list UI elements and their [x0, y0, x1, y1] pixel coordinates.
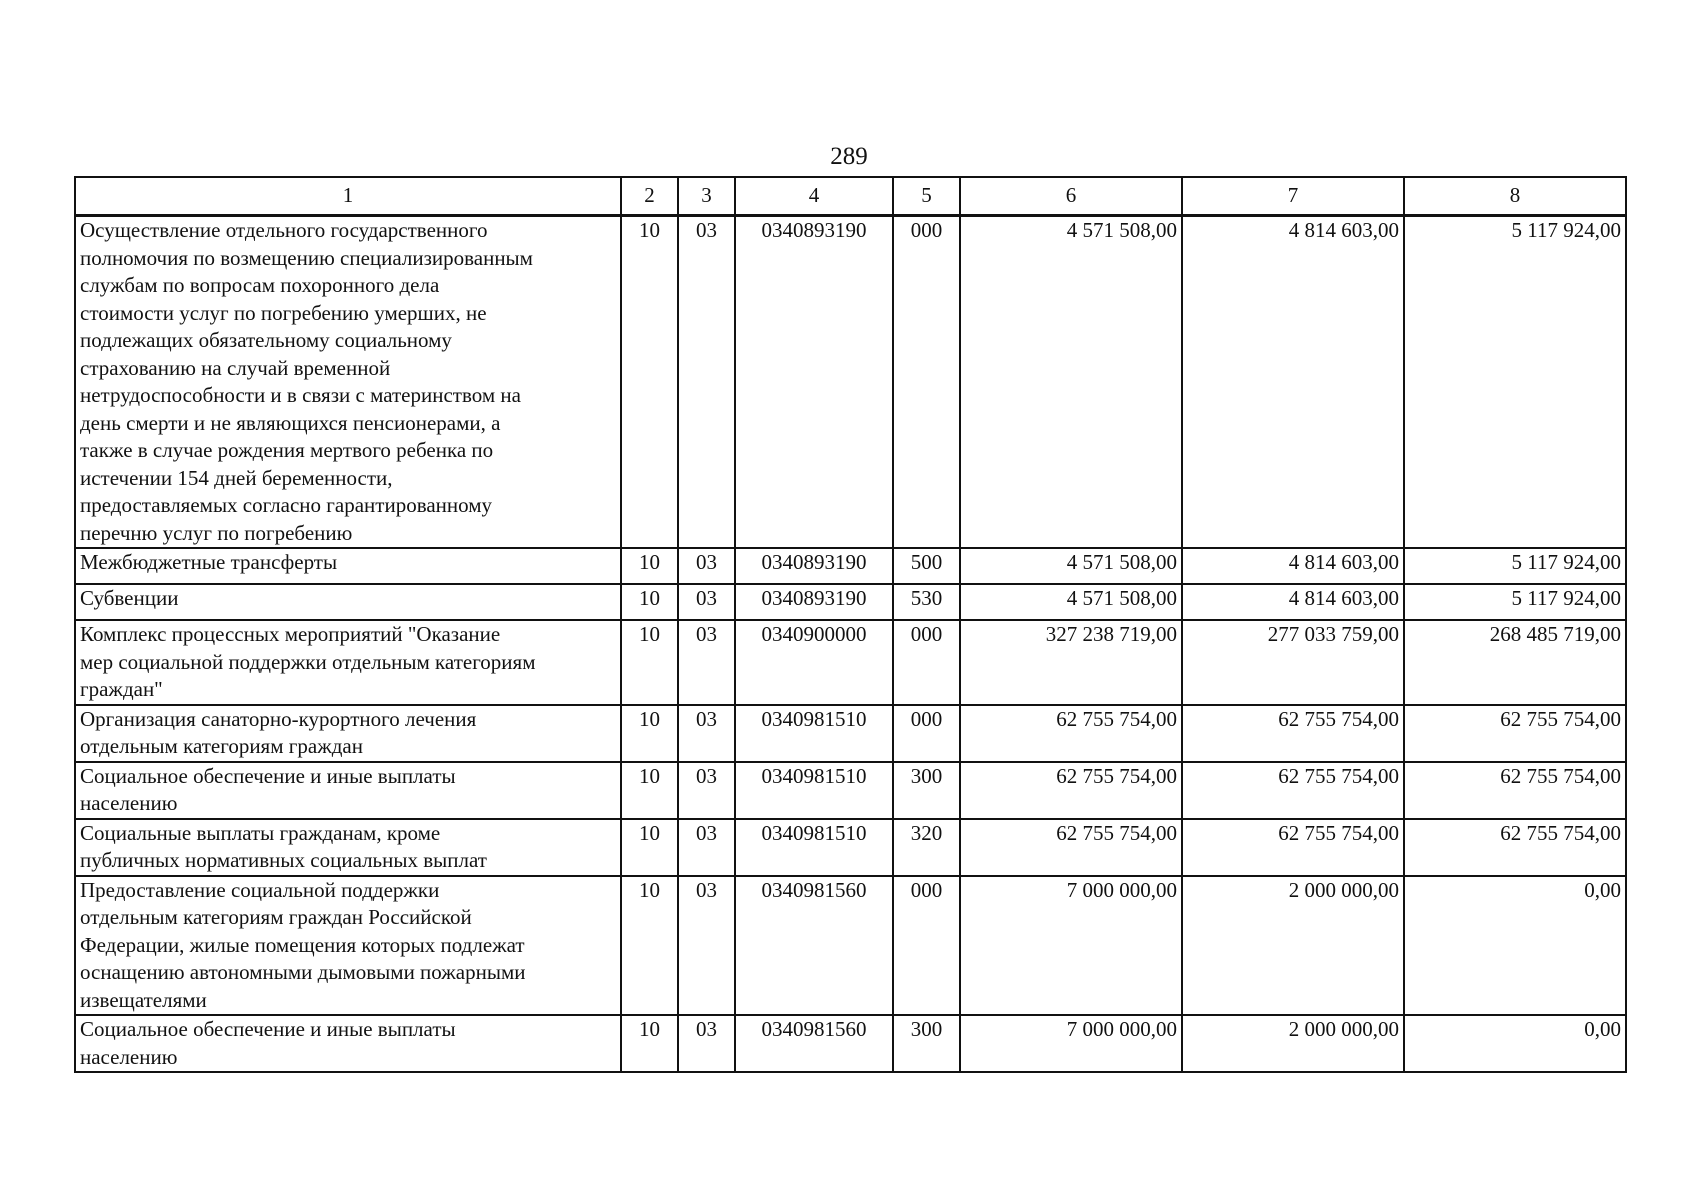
row-name-line: отдельным категориям граждан [80, 734, 363, 758]
row-code-cell-c3: 03 [678, 876, 735, 1016]
row-amount-cell-c8: 62 755 754,00 [1404, 819, 1626, 876]
row-code-cell-c2: 10 [621, 819, 678, 876]
row-code-cell-c4: 0340981510 [735, 819, 893, 876]
row-name-line: Социальное обеспечение и иные выплаты [80, 763, 456, 788]
row-code-cell-c5: 000 [893, 620, 960, 705]
table-row [75, 819, 1626, 876]
table-row [75, 548, 1626, 584]
row-amount-cell-c6: 4 571 508,00 [960, 216, 1182, 549]
row-code-cell-c2: 10 [621, 584, 678, 620]
row-code-cell-c5: 500 [893, 548, 960, 584]
row-name-line: публичных нормативных социальных выплат [80, 848, 487, 872]
table-row [75, 620, 1626, 705]
row-code-cell-c4: 0340981560 [735, 1015, 893, 1072]
row-code-cell-c4: 0340893190 [735, 584, 893, 620]
row-amount-cell-c8: 62 755 754,00 [1404, 762, 1626, 819]
row-name-line: Осуществление отдельного государственного [80, 218, 488, 242]
row-code-cell-c3: 03 [678, 762, 735, 819]
row-name-line: оснащению автономными дымовыми пожарными [80, 960, 526, 984]
column-header-1: 1 [75, 177, 621, 216]
row-amount-cell-c8: 268 485 719,00 [1404, 620, 1626, 705]
row-amount-cell-c8: 5 117 924,00 [1404, 584, 1626, 620]
row-name-line: стоимости услуг по погребению умерших, не [80, 300, 487, 325]
table-row [75, 705, 1626, 762]
row-amount-cell-c6: 4 571 508,00 [960, 548, 1182, 584]
row-code-cell-c2: 10 [621, 705, 678, 762]
table-header-row [75, 177, 1626, 216]
row-amount-cell-c6: 327 238 719,00 [960, 620, 1182, 705]
row-code-cell-c5: 530 [893, 584, 960, 620]
row-amount-cell-c8: 5 117 924,00 [1404, 216, 1626, 549]
budget-table [74, 176, 1627, 1073]
row-name-line: службам по вопросам похоронного дела [80, 273, 440, 297]
row-amount-cell-c8: 0,00 [1404, 1015, 1626, 1072]
row-code-cell-c4: 0340900000 [735, 620, 893, 705]
table-body [75, 216, 1626, 1073]
row-code-cell-c2: 10 [621, 762, 678, 819]
column-header-3: 3 [678, 177, 735, 216]
row-amount-cell-c7: 2 000 000,00 [1182, 876, 1404, 1016]
row-code-cell-c2: 10 [621, 216, 678, 549]
row-name-cell [75, 705, 621, 762]
row-name-line: Социальные выплаты гражданам, кроме [80, 820, 441, 845]
row-code-cell-c3: 03 [678, 705, 735, 762]
row-code-cell-c4: 0340981510 [735, 762, 893, 819]
row-name-line: Социальное обеспечение и иные выплаты [80, 1017, 456, 1041]
row-amount-cell-c7: 277 033 759,00 [1182, 620, 1404, 705]
row-name-line: отдельным категориям граждан Российской [80, 905, 472, 929]
row-name-line: истечении 154 дней беременности, [80, 465, 393, 490]
page-number: 289 [830, 143, 868, 170]
row-name-cell [75, 1015, 621, 1072]
row-amount-cell-c8: 62 755 754,00 [1404, 705, 1626, 762]
row-code-cell-c2: 10 [621, 1015, 678, 1072]
row-amount-cell-c8: 5 117 924,00 [1404, 548, 1626, 584]
row-name-cell [75, 548, 621, 584]
row-amount-cell-c7: 62 755 754,00 [1182, 762, 1404, 819]
row-code-cell-c2: 10 [621, 548, 678, 584]
row-name-cell [75, 762, 621, 819]
row-code-cell-c5: 300 [893, 762, 960, 819]
row-name-line: Субвенции [80, 586, 179, 610]
row-name-line: предоставляемых согласно гарантированному [80, 493, 493, 517]
row-code-cell-c2: 10 [621, 876, 678, 1016]
column-header-7: 7 [1182, 177, 1404, 216]
row-amount-cell-c7: 62 755 754,00 [1182, 705, 1404, 762]
row-name-line: полномочия по возмещению специализированным [80, 245, 533, 270]
row-name-cell [75, 620, 621, 705]
row-code-cell-c4: 0340893190 [735, 548, 893, 584]
row-name-line: населению [80, 1044, 178, 1069]
row-name-line: мер социальной поддержки отдельным категориям [80, 649, 536, 674]
row-amount-cell-c7: 4 814 603,00 [1182, 548, 1404, 584]
row-name-line: Предоставление социальной поддержки [80, 877, 440, 902]
row-amount-cell-c6: 7 000 000,00 [960, 1015, 1182, 1072]
row-code-cell-c4: 0340981510 [735, 705, 893, 762]
row-name-cell [75, 819, 621, 876]
row-code-cell-c5: 000 [893, 705, 960, 762]
row-code-cell-c3: 03 [678, 620, 735, 705]
column-header-6: 6 [960, 177, 1182, 216]
row-name-line: Межбюджетные трансферты [80, 550, 338, 574]
row-name-line: нетрудоспособности и в связи с материнством на [80, 383, 521, 407]
row-code-cell-c3: 03 [678, 584, 735, 620]
row-name-line: извещателями [80, 987, 207, 1012]
column-header-8: 8 [1404, 177, 1626, 216]
row-name-line: страхованию на случай временной [80, 355, 391, 380]
row-name-line: перечню услуг по погребению [80, 520, 353, 545]
row-name-line: также в случае рождения мертвого ребенка по [80, 438, 494, 462]
row-amount-cell-c6: 62 755 754,00 [960, 819, 1182, 876]
row-code-cell-c3: 03 [678, 548, 735, 584]
row-amount-cell-c7: 4 814 603,00 [1182, 216, 1404, 549]
row-name-line: населению [80, 791, 178, 815]
row-code-cell-c5: 000 [893, 876, 960, 1016]
table-row [75, 1015, 1626, 1072]
row-amount-cell-c6: 7 000 000,00 [960, 876, 1182, 1016]
row-amount-cell-c7: 4 814 603,00 [1182, 584, 1404, 620]
row-amount-cell-c6: 62 755 754,00 [960, 705, 1182, 762]
row-code-cell-c3: 03 [678, 819, 735, 876]
row-name-line: Федерации, жилые помещения которых подлежат [80, 932, 525, 957]
row-code-cell-c5: 320 [893, 819, 960, 876]
column-header-5: 5 [893, 177, 960, 216]
row-amount-cell-c8: 0,00 [1404, 876, 1626, 1016]
table-row [75, 584, 1626, 620]
row-code-cell-c3: 03 [678, 216, 735, 549]
table-row [75, 876, 1626, 1016]
row-code-cell-c5: 300 [893, 1015, 960, 1072]
table-row [75, 216, 1626, 549]
column-header-2: 2 [621, 177, 678, 216]
row-amount-cell-c7: 62 755 754,00 [1182, 819, 1404, 876]
row-amount-cell-c6: 62 755 754,00 [960, 762, 1182, 819]
row-code-cell-c3: 03 [678, 1015, 735, 1072]
row-name-cell [75, 876, 621, 1016]
column-header-4: 4 [735, 177, 893, 216]
row-name-line: граждан" [80, 677, 163, 701]
row-name-cell [75, 216, 621, 549]
row-amount-cell-c7: 2 000 000,00 [1182, 1015, 1404, 1072]
row-code-cell-c5: 000 [893, 216, 960, 549]
row-code-cell-c2: 10 [621, 620, 678, 705]
row-name-line: Комплекс процессных мероприятий "Оказание [80, 622, 501, 646]
row-name-line: день смерти и не являющихся пенсионерами, а [80, 410, 501, 435]
row-code-cell-c4: 0340893190 [735, 216, 893, 549]
row-name-line: Организация санаторно-курортного лечения [80, 706, 477, 731]
table-row [75, 762, 1626, 819]
row-code-cell-c4: 0340981560 [735, 876, 893, 1016]
row-name-line: подлежащих обязательному социальному [80, 328, 452, 352]
row-amount-cell-c6: 4 571 508,00 [960, 584, 1182, 620]
row-name-cell [75, 584, 621, 620]
